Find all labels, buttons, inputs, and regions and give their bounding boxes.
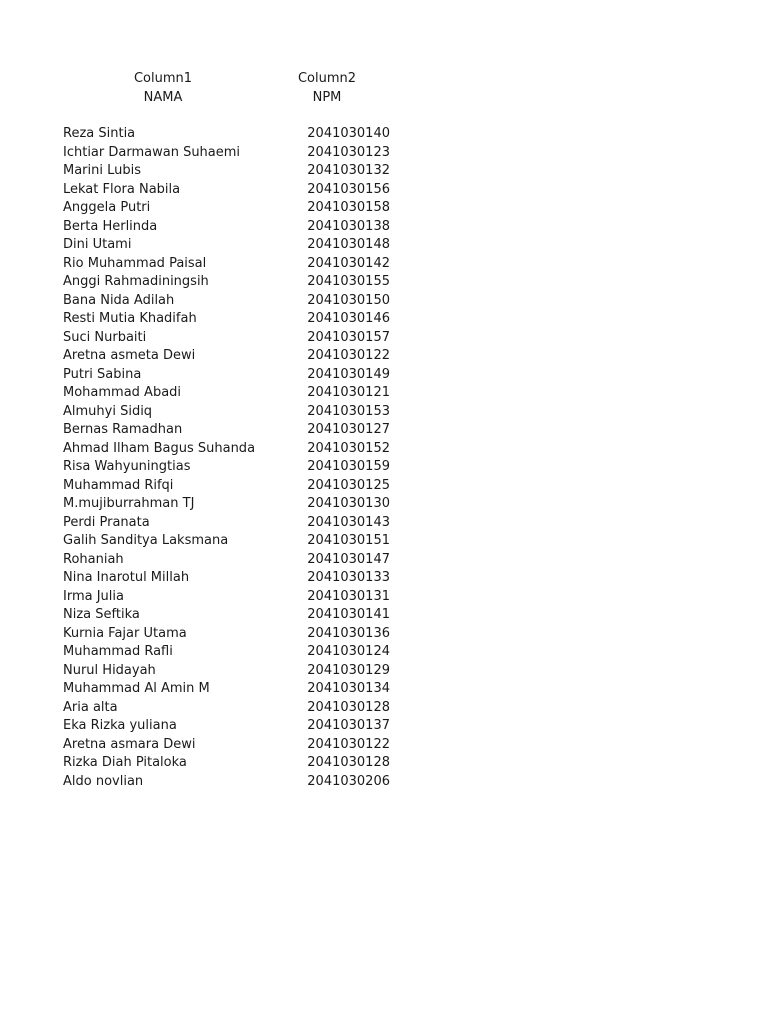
table-row — [63, 255, 403, 274]
student-name: Aldo novlian — [63, 773, 144, 789]
table-row — [63, 495, 403, 514]
student-npm: 2041030150 — [307, 292, 390, 308]
table-row — [63, 458, 403, 477]
student-npm: 2041030128 — [307, 699, 390, 715]
student-name: M.mujiburrahman TJ — [63, 496, 195, 511]
table-row — [63, 199, 403, 218]
table-row — [63, 366, 403, 385]
student-name: Muhammad Rifqi — [63, 477, 174, 493]
table-row — [63, 384, 403, 403]
student-name: Eka Rizka yuliana — [63, 718, 177, 733]
table-row — [63, 347, 403, 366]
table-row — [63, 551, 403, 570]
student-name: Risa Wahyuningtias — [63, 459, 191, 474]
student-npm: 2041030121 — [307, 385, 390, 400]
student-table — [63, 125, 403, 791]
table-row — [63, 125, 403, 144]
student-npm: 2041030152 — [307, 440, 390, 456]
student-npm: 2041030124 — [307, 644, 390, 659]
npm-header: NPM — [312, 90, 342, 105]
student-npm: 2041030153 — [307, 403, 390, 419]
student-npm: 2041030134 — [307, 681, 390, 696]
student-npm: 2041030132 — [307, 163, 390, 178]
table-row — [63, 292, 403, 311]
student-npm: 2041030142 — [307, 255, 390, 271]
student-npm: 2041030128 — [307, 755, 390, 770]
student-name: Anggi Rahmadiningsih — [63, 274, 209, 289]
table-row — [63, 218, 403, 237]
table-row — [63, 606, 403, 625]
student-name: Bernas Ramadhan — [63, 422, 183, 437]
student-npm: 2041030149 — [307, 366, 390, 382]
student-npm: 2041030133 — [307, 570, 390, 585]
table-row — [63, 440, 403, 459]
student-name: Muhammad Rafli — [63, 644, 173, 659]
student-name: Mohammad Abadi — [63, 385, 182, 400]
student-name: Anggela Putri — [63, 200, 151, 215]
student-name: Ichtiar Darmawan Suhaemi — [63, 144, 241, 160]
table-row — [63, 144, 403, 163]
student-npm: 2041030155 — [307, 274, 390, 289]
student-name: Perdi Pranata — [63, 514, 150, 530]
table-row — [63, 403, 403, 422]
column1-header: Column1 — [133, 71, 193, 86]
student-npm: 2041030125 — [307, 477, 390, 493]
student-npm: 2041030137 — [307, 718, 390, 733]
student-name: Rizka Diah Pitaloka — [63, 755, 187, 770]
student-npm: 2041030156 — [307, 181, 390, 197]
student-npm: 2041030130 — [307, 496, 390, 511]
student-npm: 2041030122 — [307, 348, 390, 363]
table-row — [63, 477, 403, 496]
student-npm: 2041030143 — [307, 514, 390, 530]
table-row — [63, 717, 403, 736]
student-npm: 2041030138 — [307, 218, 390, 234]
student-name: Suci Nurbaiti — [63, 329, 147, 345]
student-name: Nurul Hidayah — [63, 662, 156, 678]
student-name: Reza Sintia — [63, 126, 136, 141]
student-npm: 2041030147 — [307, 551, 390, 567]
student-name: Aria alta — [63, 699, 118, 715]
table-row — [63, 514, 403, 533]
student-npm: 2041030157 — [307, 329, 390, 345]
student-npm: 2041030123 — [307, 144, 390, 160]
table-row — [63, 699, 403, 718]
student-npm: 2041030146 — [307, 311, 390, 326]
student-npm: 2041030206 — [307, 773, 390, 789]
student-name: Bana Nida Adilah — [63, 292, 175, 308]
student-name: Aretna asmara Dewi — [63, 736, 196, 752]
table-row — [63, 588, 403, 607]
student-name: Marini Lubis — [63, 163, 142, 178]
table-row — [63, 569, 403, 588]
student-npm: 2041030148 — [307, 237, 390, 252]
student-npm: 2041030127 — [307, 422, 390, 437]
student-npm: 2041030158 — [307, 200, 390, 215]
table-row — [63, 662, 403, 681]
student-name: Ahmad Ilham Bagus Suhanda — [63, 440, 256, 456]
table-row — [63, 162, 403, 181]
table-row — [63, 680, 403, 699]
student-name: Dini Utami — [63, 237, 132, 252]
table-row — [63, 181, 403, 200]
student-name: Aretna asmeta Dewi — [63, 348, 196, 363]
column2-header: Column2 — [297, 71, 357, 86]
table-row — [63, 273, 403, 292]
table-row — [63, 236, 403, 255]
student-name: Rohaniah — [63, 551, 124, 567]
table-row — [63, 532, 403, 551]
student-name: Nina Inarotul Millah — [63, 570, 190, 585]
student-npm: 2041030140 — [307, 126, 390, 141]
student-npm: 2041030136 — [307, 625, 390, 641]
student-name: Berta Herlinda — [63, 218, 158, 234]
student-npm: 2041030129 — [307, 662, 390, 678]
student-name: Galih Sanditya Laksmana — [63, 533, 229, 548]
student-name: Lekat Flora Nabila — [63, 181, 181, 197]
student-name: Irma Julia — [63, 588, 124, 604]
student-name: Muhammad Al Amin M — [63, 681, 210, 696]
table-row — [63, 421, 403, 440]
student-npm: 2041030159 — [307, 459, 390, 474]
table-row — [63, 625, 403, 644]
nama-header: NAMA — [143, 90, 183, 105]
student-name: Resti Mutia Khadifah — [63, 311, 197, 326]
table-row — [63, 773, 403, 792]
student-npm: 2041030141 — [307, 607, 390, 622]
table-row — [63, 643, 403, 662]
student-npm: 2041030122 — [307, 736, 390, 752]
student-name: Kurnia Fajar Utama — [63, 625, 187, 641]
student-name: Putri Sabina — [63, 366, 142, 382]
table-row — [63, 736, 403, 755]
table-row — [63, 329, 403, 348]
student-name: Niza Seftika — [63, 607, 140, 622]
student-npm: 2041030131 — [307, 588, 390, 604]
student-name: Rio Muhammad Paisal — [63, 255, 207, 271]
table-row — [63, 310, 403, 329]
student-npm: 2041030151 — [307, 533, 390, 548]
table-row — [63, 754, 403, 773]
student-name: Almuhyi Sidiq — [63, 403, 153, 419]
